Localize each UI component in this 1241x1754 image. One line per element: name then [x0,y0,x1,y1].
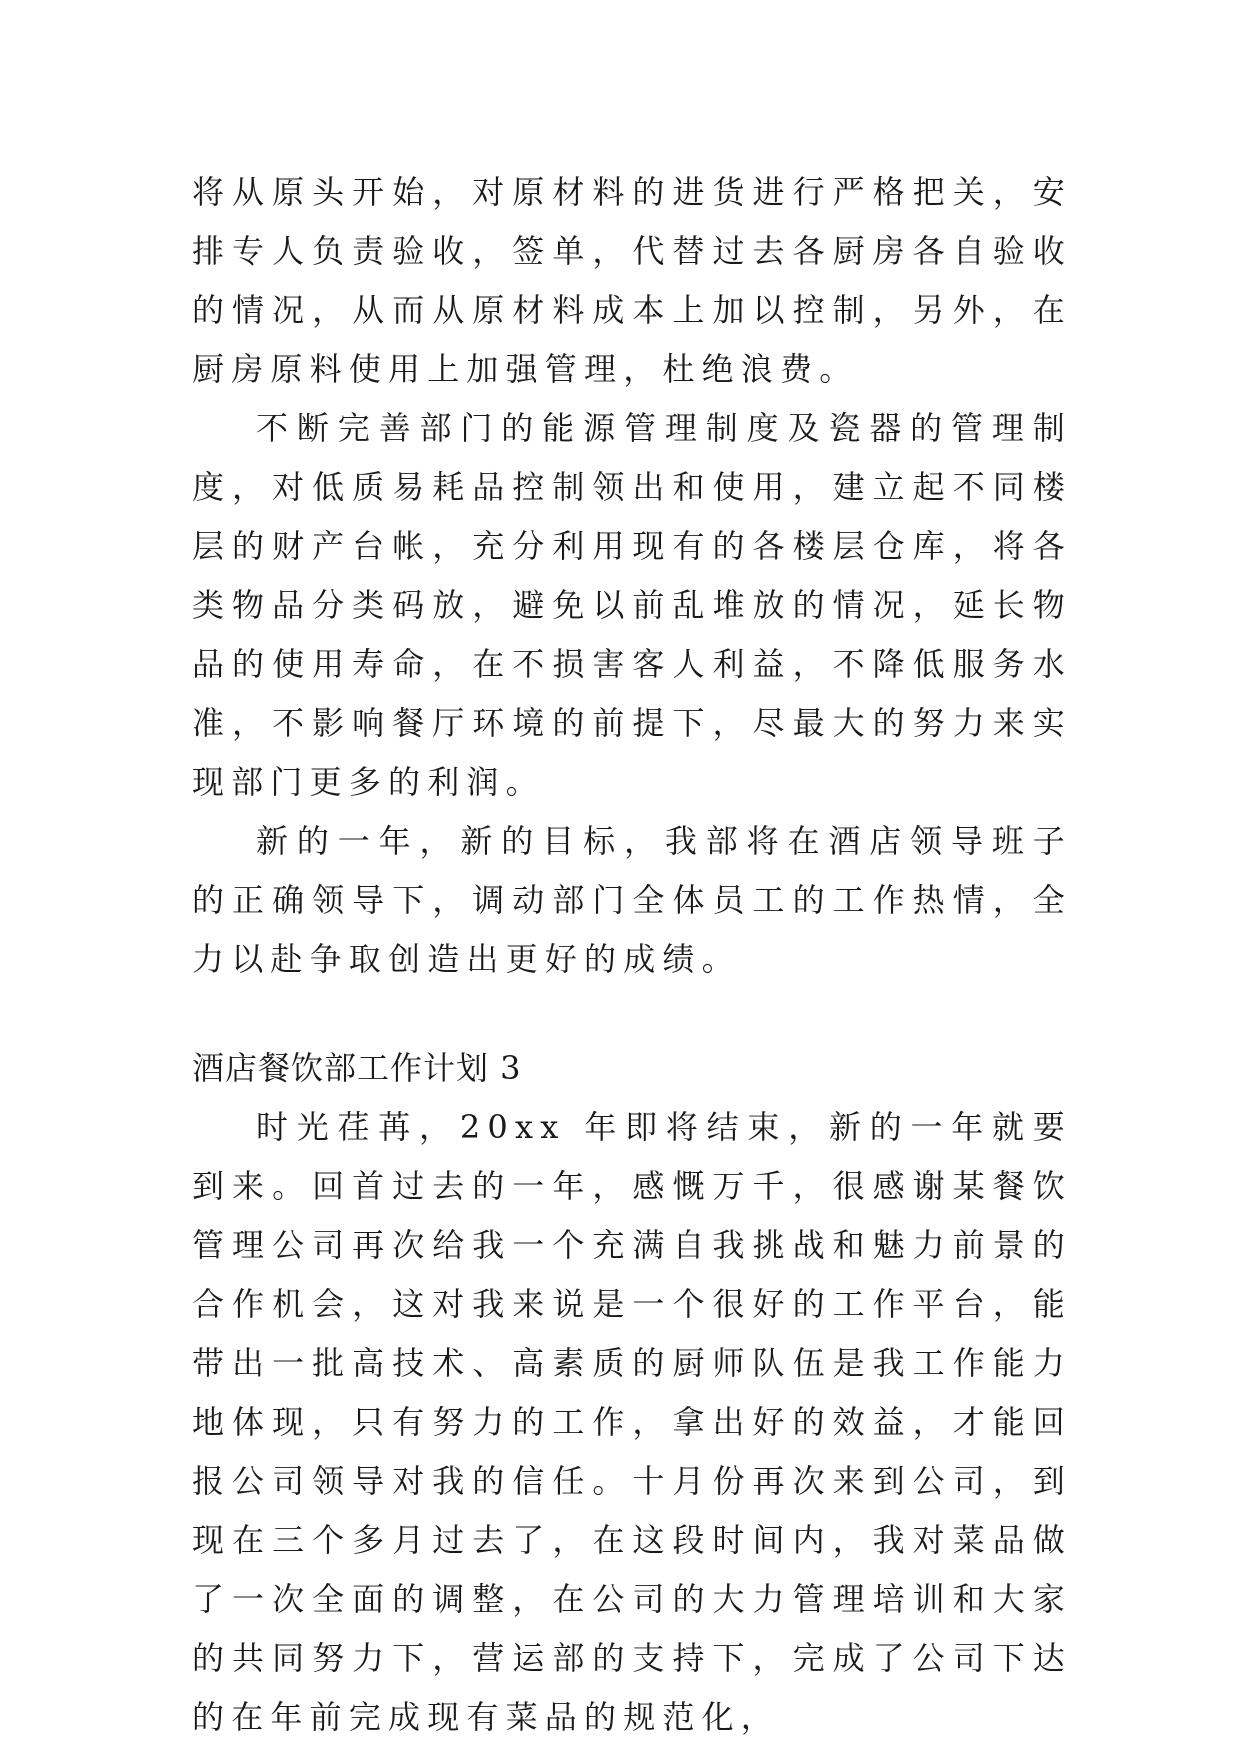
paragraph-new-year-goals: 新的一年，新的目标，我部将在酒店领导班子的正确领导下，调动部门全体员工的工作热情，全力以赴争取创造出更好的成绩。 [192,822,1072,978]
document-body [192,163,1072,1747]
paragraph-raw-material-control: 将从原头开始，对原材料的进货进行严格把关，安排专人负责验收，签单，代替过去各厨房各自验收的情况，从而从原材料成本上加以控制，另外，在厨房原料使用上加强管理，杜绝浪费。 [192,173,1072,388]
section-title: 酒店餐饮部工作计划 3 [192,1049,522,1087]
paragraph-energy-management: 不断完善部门的能源管理制度及瓷器的管理制度，对低质易耗品控制领出和使用，建立起不同楼层的财产台帐，充分利用现有的各楼层仓库，将各类物品分类码放，避免以前乱堆放的情况，延长物品的使用寿命，在不损害客人利益，不降低服务水准，不影响餐厅环境的前提下，尽最大的努力来实现部门更多的利润。 [192,409,1072,801]
paragraph-year-review: 时光荏苒，20xx 年即将结束，新的一年就要到来。回首过去的一年，感慨万千，很感谢某餐饮管理公司再次给我一个充满自我挑战和魅力前景的合作机会，这对我来说是一个很好的工作平台，能带出一批高技术、高素质的厨师队伍是我工作能力地体现，只有努力的工作，拿出好的效益，才能回报公司领导对我的信任。十月份再次来到公司，到现在三个多月过去了，在这段时间内，我对菜品做了一次全面的调整，在公司的大力管理培训和大家的共同努力下，营运部的支持下，完成了公司下达的在年前完成现有菜品的规范化， [192,1108,1072,1736]
